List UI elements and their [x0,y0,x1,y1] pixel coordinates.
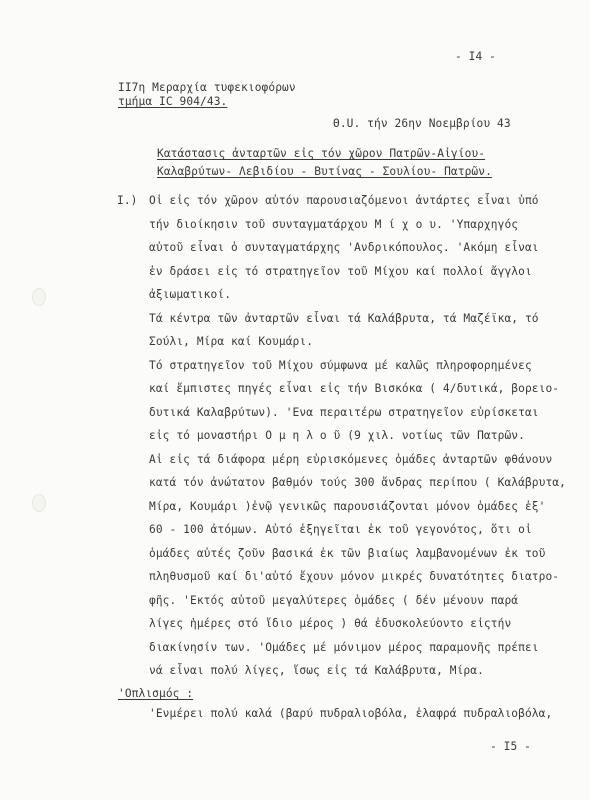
body-line: Τά κέντρα τῶν ἀνταρτῶν εἶναι τά Καλάβρυτα, τά Μαζέϊκα, τό [149,312,539,325]
body-line: αὐτοῦ εἶναι ὁ συνταγματάρχης 'Ανδρικόπουλος. 'Ακόμη εἶναι [149,241,539,254]
page-number-bottom: - I5 - [490,740,532,753]
body-line: Σούλι, Μίρα καί Κουμάρι. [149,335,314,348]
body-line: Μίρα, Κουμάρι )ἐνῷ γενικῶς παρουσιάζονται μόνον ὁμάδες ἐξ' [149,500,546,513]
body-line: Οἱ εἰς τόν χῶρον αὐτόν παρουσιαζόμενοι ἀντάρτες εἶναι ὑπό [149,194,539,207]
armament-heading: 'Οπλισμός : [118,687,194,700]
body-line: ἐν δράσει εἰς τό στρατηγεῖον τοῦ Μίχου καί πολλοί ἄγγλοι [149,265,532,278]
armament-line: 'Ενμέρει πολύ καλά (βαρύ πυδραλιοβόλα, ἐλαφρά πυδραλιοβόλα, [149,707,553,720]
unit-reference: τμήμα IC 904/43. [118,95,228,108]
body-line: λίγες ἡμέρες στό ἴδιο μέρος ) θά ἐδυσκολεύοντο εἰςτήν [149,617,512,630]
body-line: καί ἔμπιστες πηγές εἶναι εἰς τήν Βισκόκα ( 4/δυτικά, βορειο- [149,382,560,395]
punch-hole-mark [32,494,46,512]
page-number-top: - I4 - [455,50,497,63]
body-line: κατά τόν ἀνώτατον βαθμόν τούς 300 ἄνδρας περίπου ( Καλάβρυτα, [149,476,566,489]
body-line: Αἱ εἰς τά διάφορα μέρη εὑρισκόμενες ὁμάδες ἀνταρτῶν φθάνουν [149,453,553,466]
punch-hole-mark [32,288,46,306]
title-line-2: Καλαβρύτων- Λεβιδίου - Βυτίνας - Σουλίου- Πατρῶν. [157,165,492,178]
body-line: 60 - 100 ἀτόμων. Αὐτό ἐξηγεῖται ἐκ τοῦ γεγονότος, ὅτι οἱ [149,523,532,536]
body-line: διακίνησίν των. 'Ομάδες μέ μόνιμον μέρος παραμονῆς πρέπει [149,641,539,654]
body-line: ἀξιωματικοί. [149,288,232,301]
body-line: πληθυσμοῦ καί δι'αὐτό ἔχουν μόνον μικρές δυνατότητες διατρο- [149,570,560,583]
body-line: δυτικά Καλαβρύτων). 'Ενα περαιτέρω στρατηγεῖον εὑρίσκεται [149,406,539,419]
body-line: ὁμάδες αὐτές ζοῦν βασικά ἐκ τῶν βιαίως λαμβανομένων ἐκ τοῦ [149,547,546,560]
body-line: εἰς τό μοναστήρι Ο μ η λ ο ῦ (9 χιλ. νοτίως τῶν Πατρῶν. [149,429,525,442]
document-date: Θ.U. τήν 26ην Νοεμβρίου 43 [333,117,511,130]
section-marker: I.) [117,194,138,207]
body-line: φῆς. 'Εκτός αὐτοῦ μεγαλύτερες ὁμάδες ( δέν μένουν παρά [149,594,519,607]
title-line-1: Κατάστασις ἀνταρτῶν εἰς τόν χῶρον Πατρῶν-Αἰγίου- [157,147,486,160]
body-line: νά εἶναι πολύ λίγες, ἴσως εἰς τά Καλάβρυτα, Μίρα. [149,664,484,677]
body-line: Τό στρατηγεῖον τοῦ Μίχου σύμφωνα μέ καλῶς πληροφορημένες [149,359,532,372]
body-line: τήν διοίκησιν τοῦ συνταγματάρχου Μ ί χ ο υ. 'Υπαρχηγός [149,218,519,231]
unit-name: II7η Μεραρχία τυφεκιοφόρων [118,81,296,94]
